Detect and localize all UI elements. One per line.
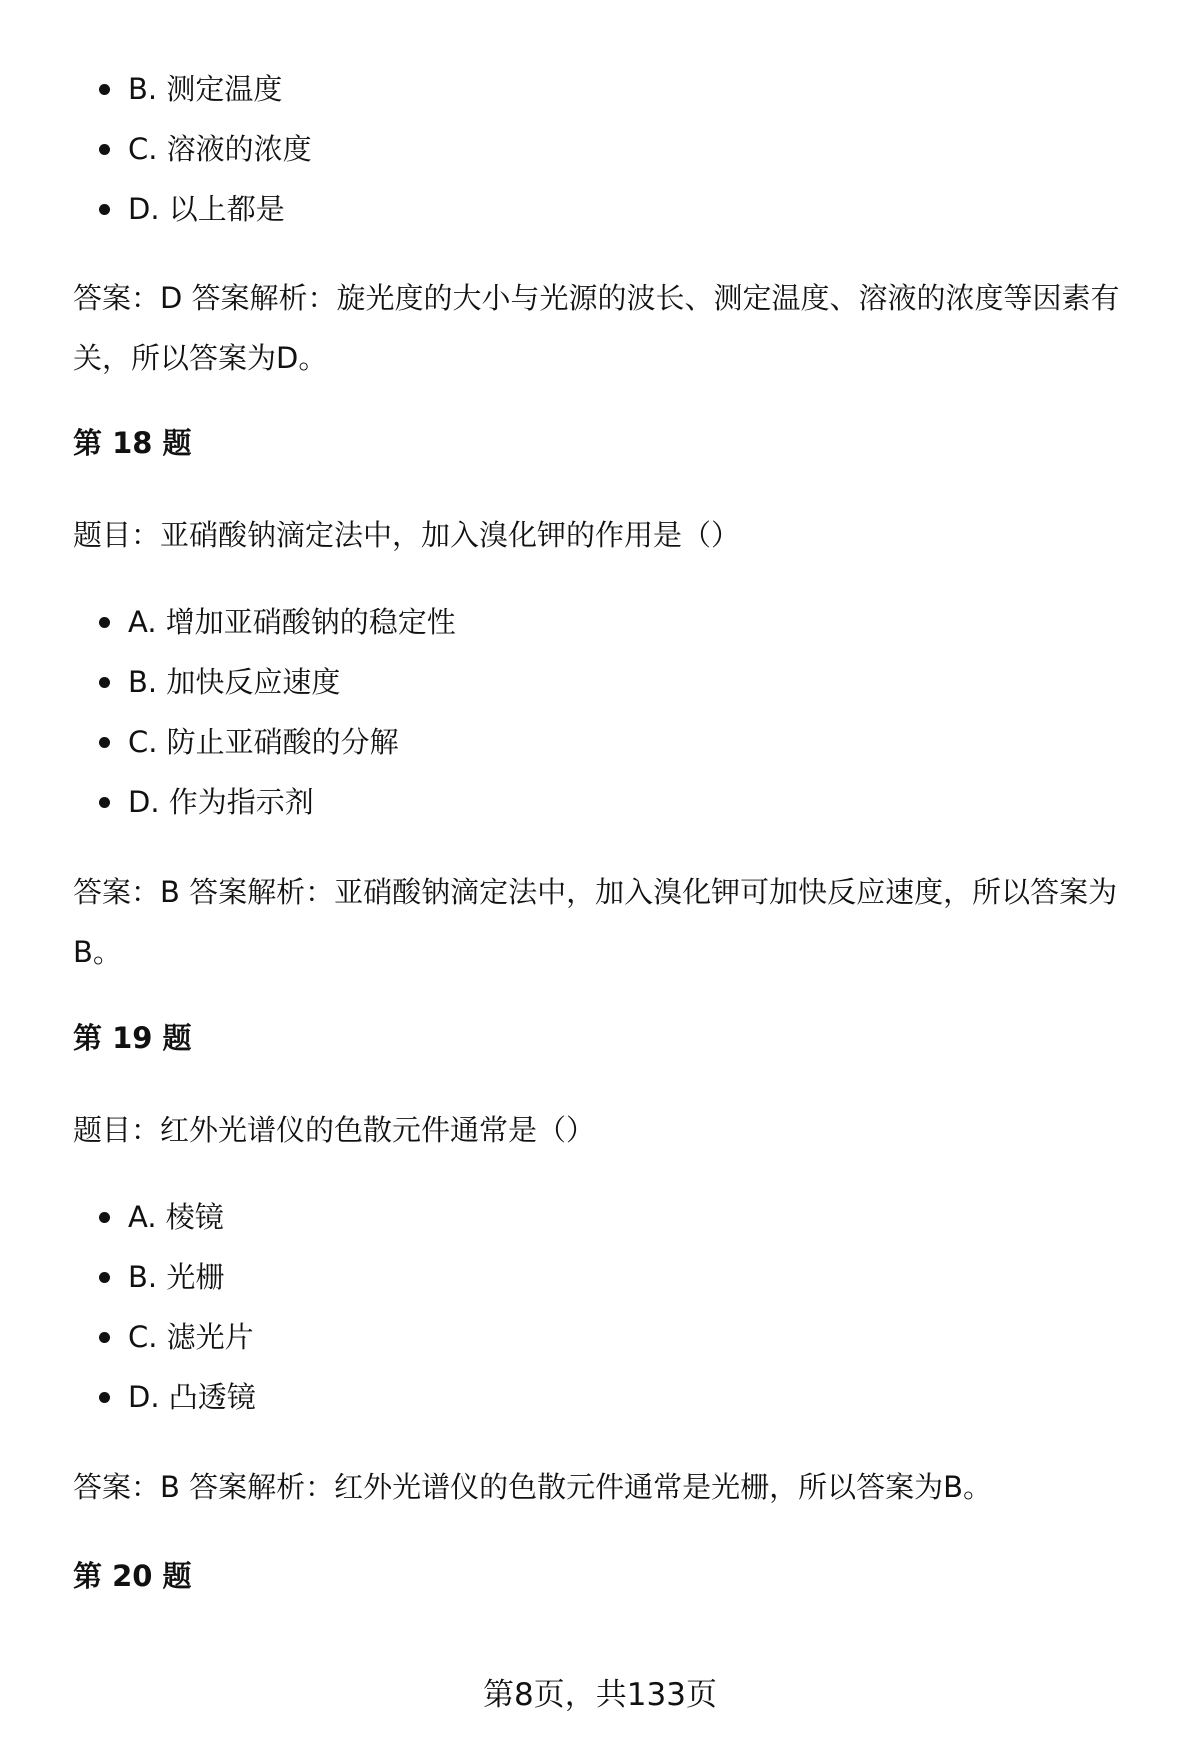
q19-option-b: B. 光栅 (0, 1247, 1200, 1307)
q19-question: 题目：红外光谱仪的色散元件通常是（） (73, 1113, 596, 1147)
q17-option-b: B. 测定温度 (0, 59, 1200, 119)
q19-option-c: C. 滤光片 (0, 1307, 1200, 1367)
q17-option-d: D. 以上都是 (0, 179, 1200, 239)
q17-option-list (0, 59, 1200, 239)
bullet-icon (99, 677, 110, 688)
q18-option-list (0, 592, 1200, 832)
bullet-icon (99, 797, 110, 808)
bullet-icon (99, 84, 110, 95)
bullet-icon (99, 737, 110, 748)
q18-heading: 第 18 题 (73, 426, 192, 460)
q18-answer: 答案：B 答案解析：亚硝酸钠滴定法中，加入溴化钾可加快反应速度，所以答案为B。 (73, 875, 1118, 969)
q19-option-d: D. 凸透镜 (0, 1367, 1200, 1427)
page-number-footer: 第8页，共133页 (483, 1677, 717, 1713)
bullet-icon (99, 1392, 110, 1403)
bullet-icon (99, 1272, 110, 1283)
bullet-icon (99, 204, 110, 215)
q18-option-a: A. 增加亚硝酸钠的稳定性 (0, 592, 1200, 652)
bullet-icon (99, 617, 110, 628)
bullet-icon (99, 1332, 110, 1343)
q18-option-b: B. 加快反应速度 (0, 652, 1200, 712)
q18-question: 题目：亚硝酸钠滴定法中，加入溴化钾的作用是（） (73, 518, 741, 552)
q18-option-c: C. 防止亚硝酸的分解 (0, 712, 1200, 772)
q17-answer: 答案：D 答案解析：旋光度的大小与光源的波长、测定温度、溶液的浓度等因素有关，所以答案为D。 (73, 281, 1120, 375)
q19-answer: 答案：B 答案解析：红外光谱仪的色散元件通常是光栅，所以答案为B。 (73, 1470, 993, 1504)
bullet-icon (99, 1212, 110, 1223)
bullet-icon (99, 144, 110, 155)
q20-heading: 第 20 题 (73, 1559, 192, 1593)
q19-option-list (0, 1187, 1200, 1427)
q19-heading: 第 19 题 (73, 1021, 192, 1055)
q18-option-d: D. 作为指示剂 (0, 772, 1200, 832)
q19-option-a: A. 棱镜 (0, 1187, 1200, 1247)
q17-option-c: C. 溶液的浓度 (0, 119, 1200, 179)
